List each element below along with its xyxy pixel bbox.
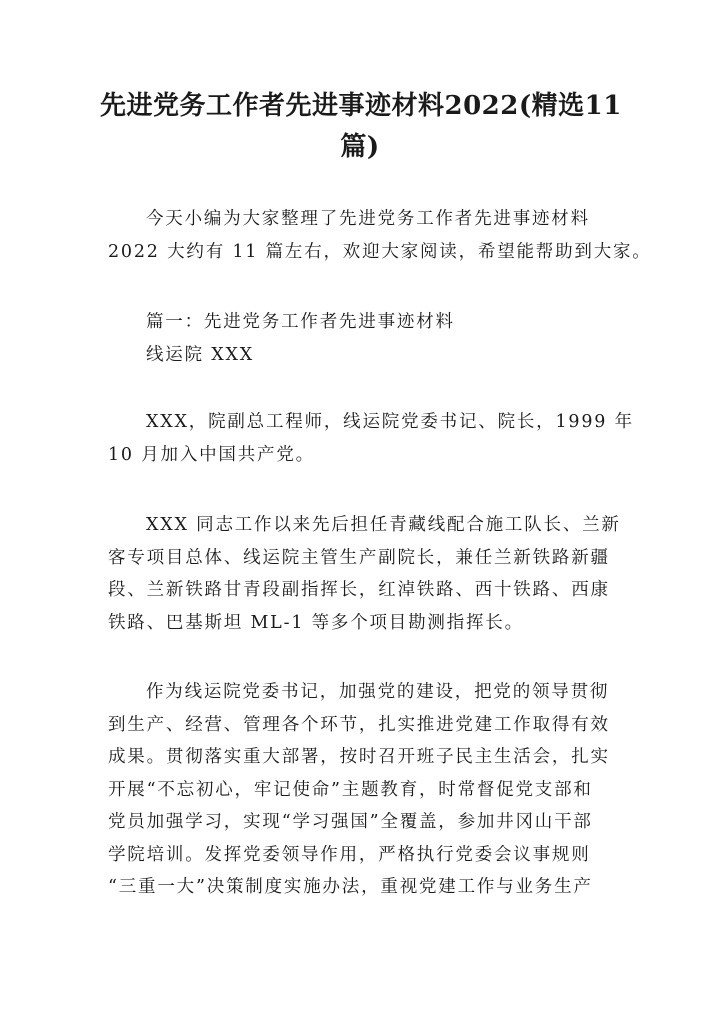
paragraph-3 [108, 676, 628, 904]
paragraph-line: 开展“不忘初心，牢记使命”主题教育，时常督促党支部和 [108, 779, 593, 800]
title-line-1: 先进党务工作者先进事迹材料2022(精选11 [100, 91, 622, 121]
paragraph-line: 党员加强学习，实现“学习强国”全覆盖，参加井冈山干部 [108, 812, 593, 832]
paragraph-line: 客专项目总体、线运院主管生产副院长，兼任兰新铁路新疆 [108, 547, 610, 568]
paragraph-2 [108, 509, 628, 639]
paragraph-line: 今天小编为大家整理了先进党务工作者先进事迹材料 [146, 209, 590, 229]
paragraph-line: 学院培训。发挥党委领导作用，严格执行党委会议事规则 [108, 844, 591, 865]
intro-paragraph [108, 203, 652, 268]
paragraph-line: 到生产、经营、管理各个环节，扎实推进党建工作取得有效 [108, 714, 610, 735]
section-heading-block [108, 306, 628, 371]
paragraph-line: XXX，院副总工程师，线运院党委书记、院长，1999 年 [146, 412, 634, 432]
paragraph-line: 成果。贯彻落实重大部署，按时召开班子民主生活会，扎实 [108, 747, 610, 767]
paragraph-line: XXX 同志工作以来先后担任青藏线配合施工队长、兰新 [146, 515, 621, 535]
paragraph-line: “三重一大”决策制度实施办法，重视党建工作与业务生产 [108, 877, 593, 897]
author-line: 线运院 XXX [146, 344, 255, 365]
section-heading: 篇一：先进党务工作者先进事迹材料 [146, 312, 455, 332]
paragraph-line: 段、兰新铁路甘青段副指挥长，红淖铁路、西十铁路、西康 [108, 580, 610, 600]
title-line-2: 篇) [340, 132, 380, 162]
document-title [100, 86, 620, 168]
paragraph-1 [108, 406, 634, 471]
paragraph-line: 2022 大约有 11 篇左右，欢迎大家阅读，希望能帮助到大家。 [108, 241, 652, 262]
paragraph-line: 作为线运院党委书记，加强党的建设，把党的领导贯彻 [146, 682, 610, 702]
paragraph-line: 铁路、巴基斯坦 ML-1 等多个项目勘测指挥长。 [108, 612, 524, 633]
paragraph-line: 10 月加入中国共产党。 [108, 444, 315, 465]
